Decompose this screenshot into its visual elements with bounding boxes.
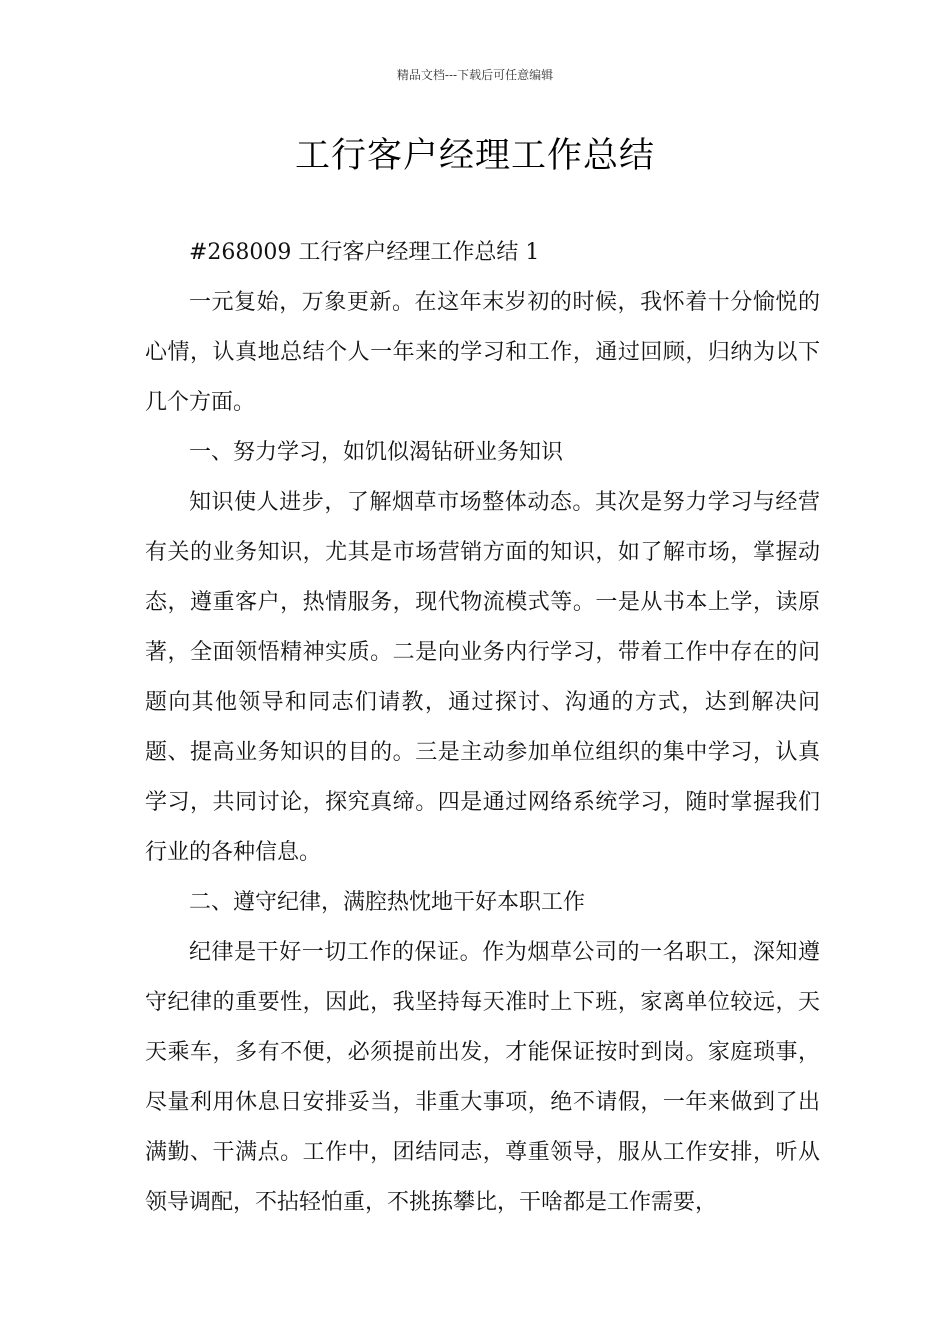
section-heading-1: 一、努力学习，如饥似渴钻研业务知识	[189, 440, 564, 465]
paragraph-intro: 一元复始，万象更新。在这年末岁初的时候，我怀着十分愉悦的心情，认真地总结个人一年来的学习和工作，通过回顾，归纳为以下几个方面。	[145, 290, 820, 415]
paragraph-doc-id: #268009 工行客户经理工作总结 1	[189, 240, 540, 265]
paragraph-discipline: 纪律是干好一切工作的保证。作为烟草公司的一名职工，深知遵守纪律的重要性，因此，我坚持每天准时上下班，家离单位较远，天天乘车，多有不便，必须提前出发，才能保证按时到岗。家庭琐事，尽量利用休息日安排妥当，非重大事项，绝不请假，一年来做到了出满勤、干满点。工作中，团结同志，尊重领导，服从工作安排，听从领导调配，不拈轻怕重，不挑拣攀比，干啥都是工作需要，	[145, 940, 820, 1215]
header-note: 精品文档---下载后可任意编辑	[396, 68, 554, 82]
document-title: 工行客户经理工作总结	[294, 136, 655, 176]
section-heading-2: 二、遵守纪律，满腔热忱地干好本职工作	[189, 890, 586, 915]
paragraph-study: 知识使人进步，了解烟草市场整体动态。其次是努力学习与经营有关的业务知识，尤其是市场营销方面的知识，如了解市场，掌握动态，遵重客户，热情服务，现代物流模式等。一是从书本上学，读原著，全面领悟精神实质。二是向业务内行学习，带着工作中存在的问题向其他领导和同志们请教，通过探讨、沟通的方式，达到解决问题、提高业务知识的目的。三是主动参加单位组织的集中学习，认真学习，共同讨论，探究真缔。四是通过网络系统学习，随时掌握我们行业的各种信息。	[145, 490, 820, 865]
document-body	[145, 228, 820, 1228]
